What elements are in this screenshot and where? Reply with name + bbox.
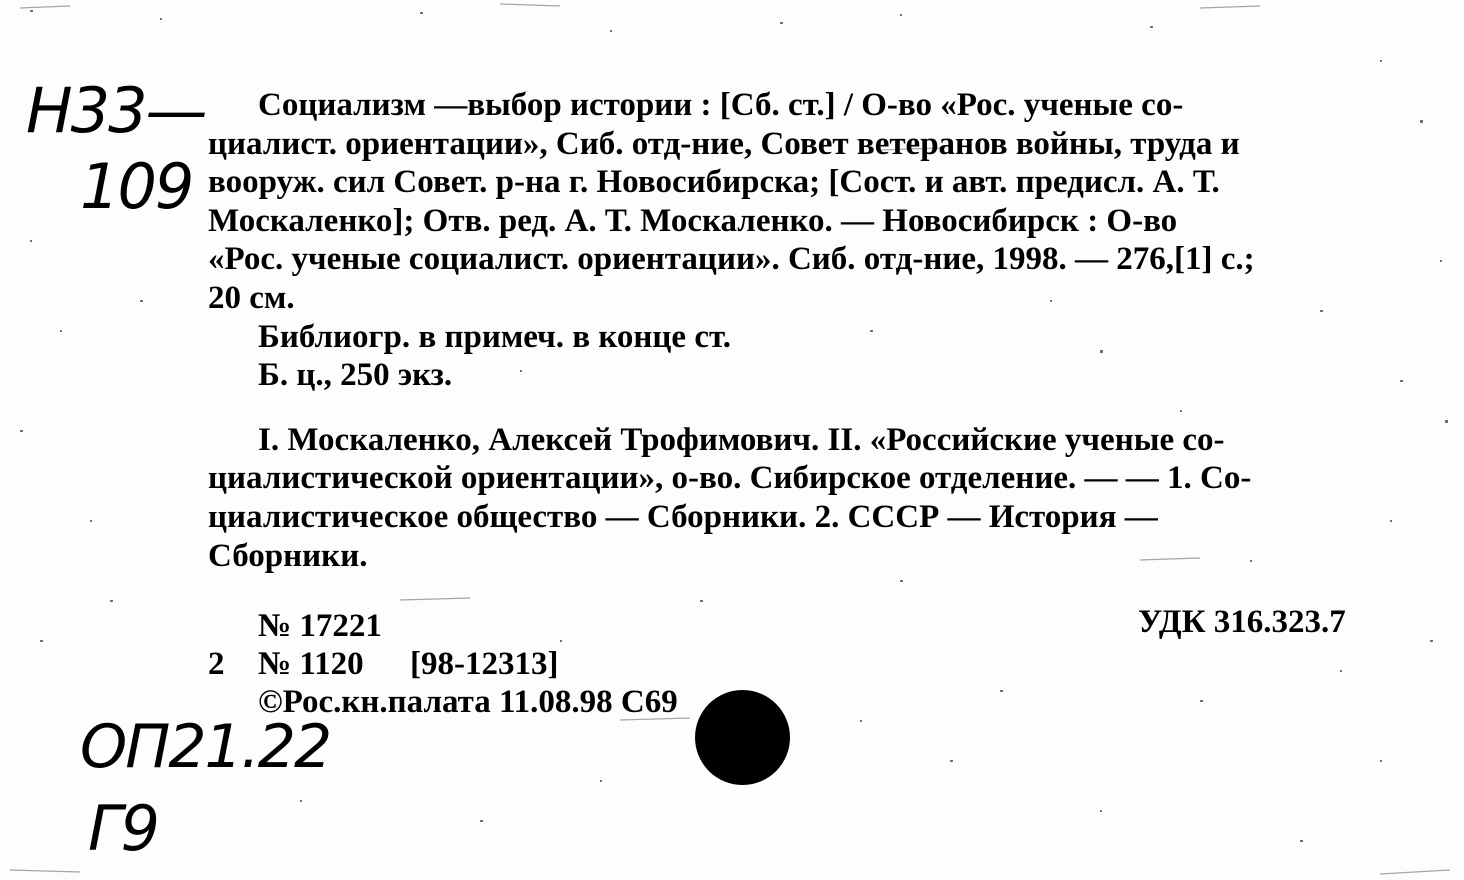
handwritten-call-number-bottom: 109 bbox=[80, 150, 193, 223]
description-line: Социализм —выбор истории : [Сб. ст.] / О-во «Рос. ученые со- bbox=[258, 87, 1184, 123]
order-number: № 1120 bbox=[258, 646, 364, 682]
bibliographic-description bbox=[208, 86, 1353, 575]
tracings-line: циалистической ориентации», о-во. Сибирское отделение. — — 1. Со- bbox=[208, 460, 1252, 497]
description-paragraph bbox=[208, 86, 1353, 395]
description-line: «Рос. ученые социалист. ориентации». Сиб. отд-ние, 1998. — 276,[1] с.; bbox=[208, 241, 1255, 278]
handwritten-shelf-mark-top: ОП21.22 bbox=[80, 712, 331, 782]
price-note: Б. ц., 250 экз. bbox=[258, 357, 453, 394]
udc-classification: УДК 316.323.7 bbox=[1138, 604, 1346, 640]
registration-code: [98-12313] bbox=[410, 646, 559, 682]
handwritten-shelf-mark-bottom: Г9 bbox=[88, 792, 158, 865]
tracings-line: циалистическое общество — Сборники. 2. СССР — История — bbox=[208, 498, 1158, 535]
bibliography-note: Библиогр. в примеч. в конце ст. bbox=[258, 318, 731, 355]
description-line: 20 см. bbox=[208, 279, 295, 316]
description-line: вооруж. сил Совет. р-на г. Новосибирска; [Сост. и авт. предисл. А. Т. bbox=[208, 164, 1220, 201]
book-chamber-credit: ©Рос.кн.палата 11.08.98 С69 bbox=[258, 684, 678, 720]
description-line: Москаленко]; Отв. ред. А. Т. Москаленко. — Новосибирск : О-во bbox=[208, 202, 1178, 239]
tracings-line: Сборники. bbox=[208, 537, 368, 574]
tracings-paragraph bbox=[208, 421, 1353, 575]
copies-count: 2 bbox=[208, 646, 225, 682]
handwritten-call-number-top: Н33— bbox=[26, 74, 206, 147]
description-line: циалист. ориентации», Сиб. отд-ние, Совет ветеранов войны, труда и bbox=[208, 125, 1240, 162]
record-number: № 17221 bbox=[258, 608, 382, 644]
tracings-line: I. Москаленко, Алексей Трофимович. II. «Российские ученые со- bbox=[258, 421, 1225, 458]
ink-stamp-blot bbox=[695, 690, 790, 785]
